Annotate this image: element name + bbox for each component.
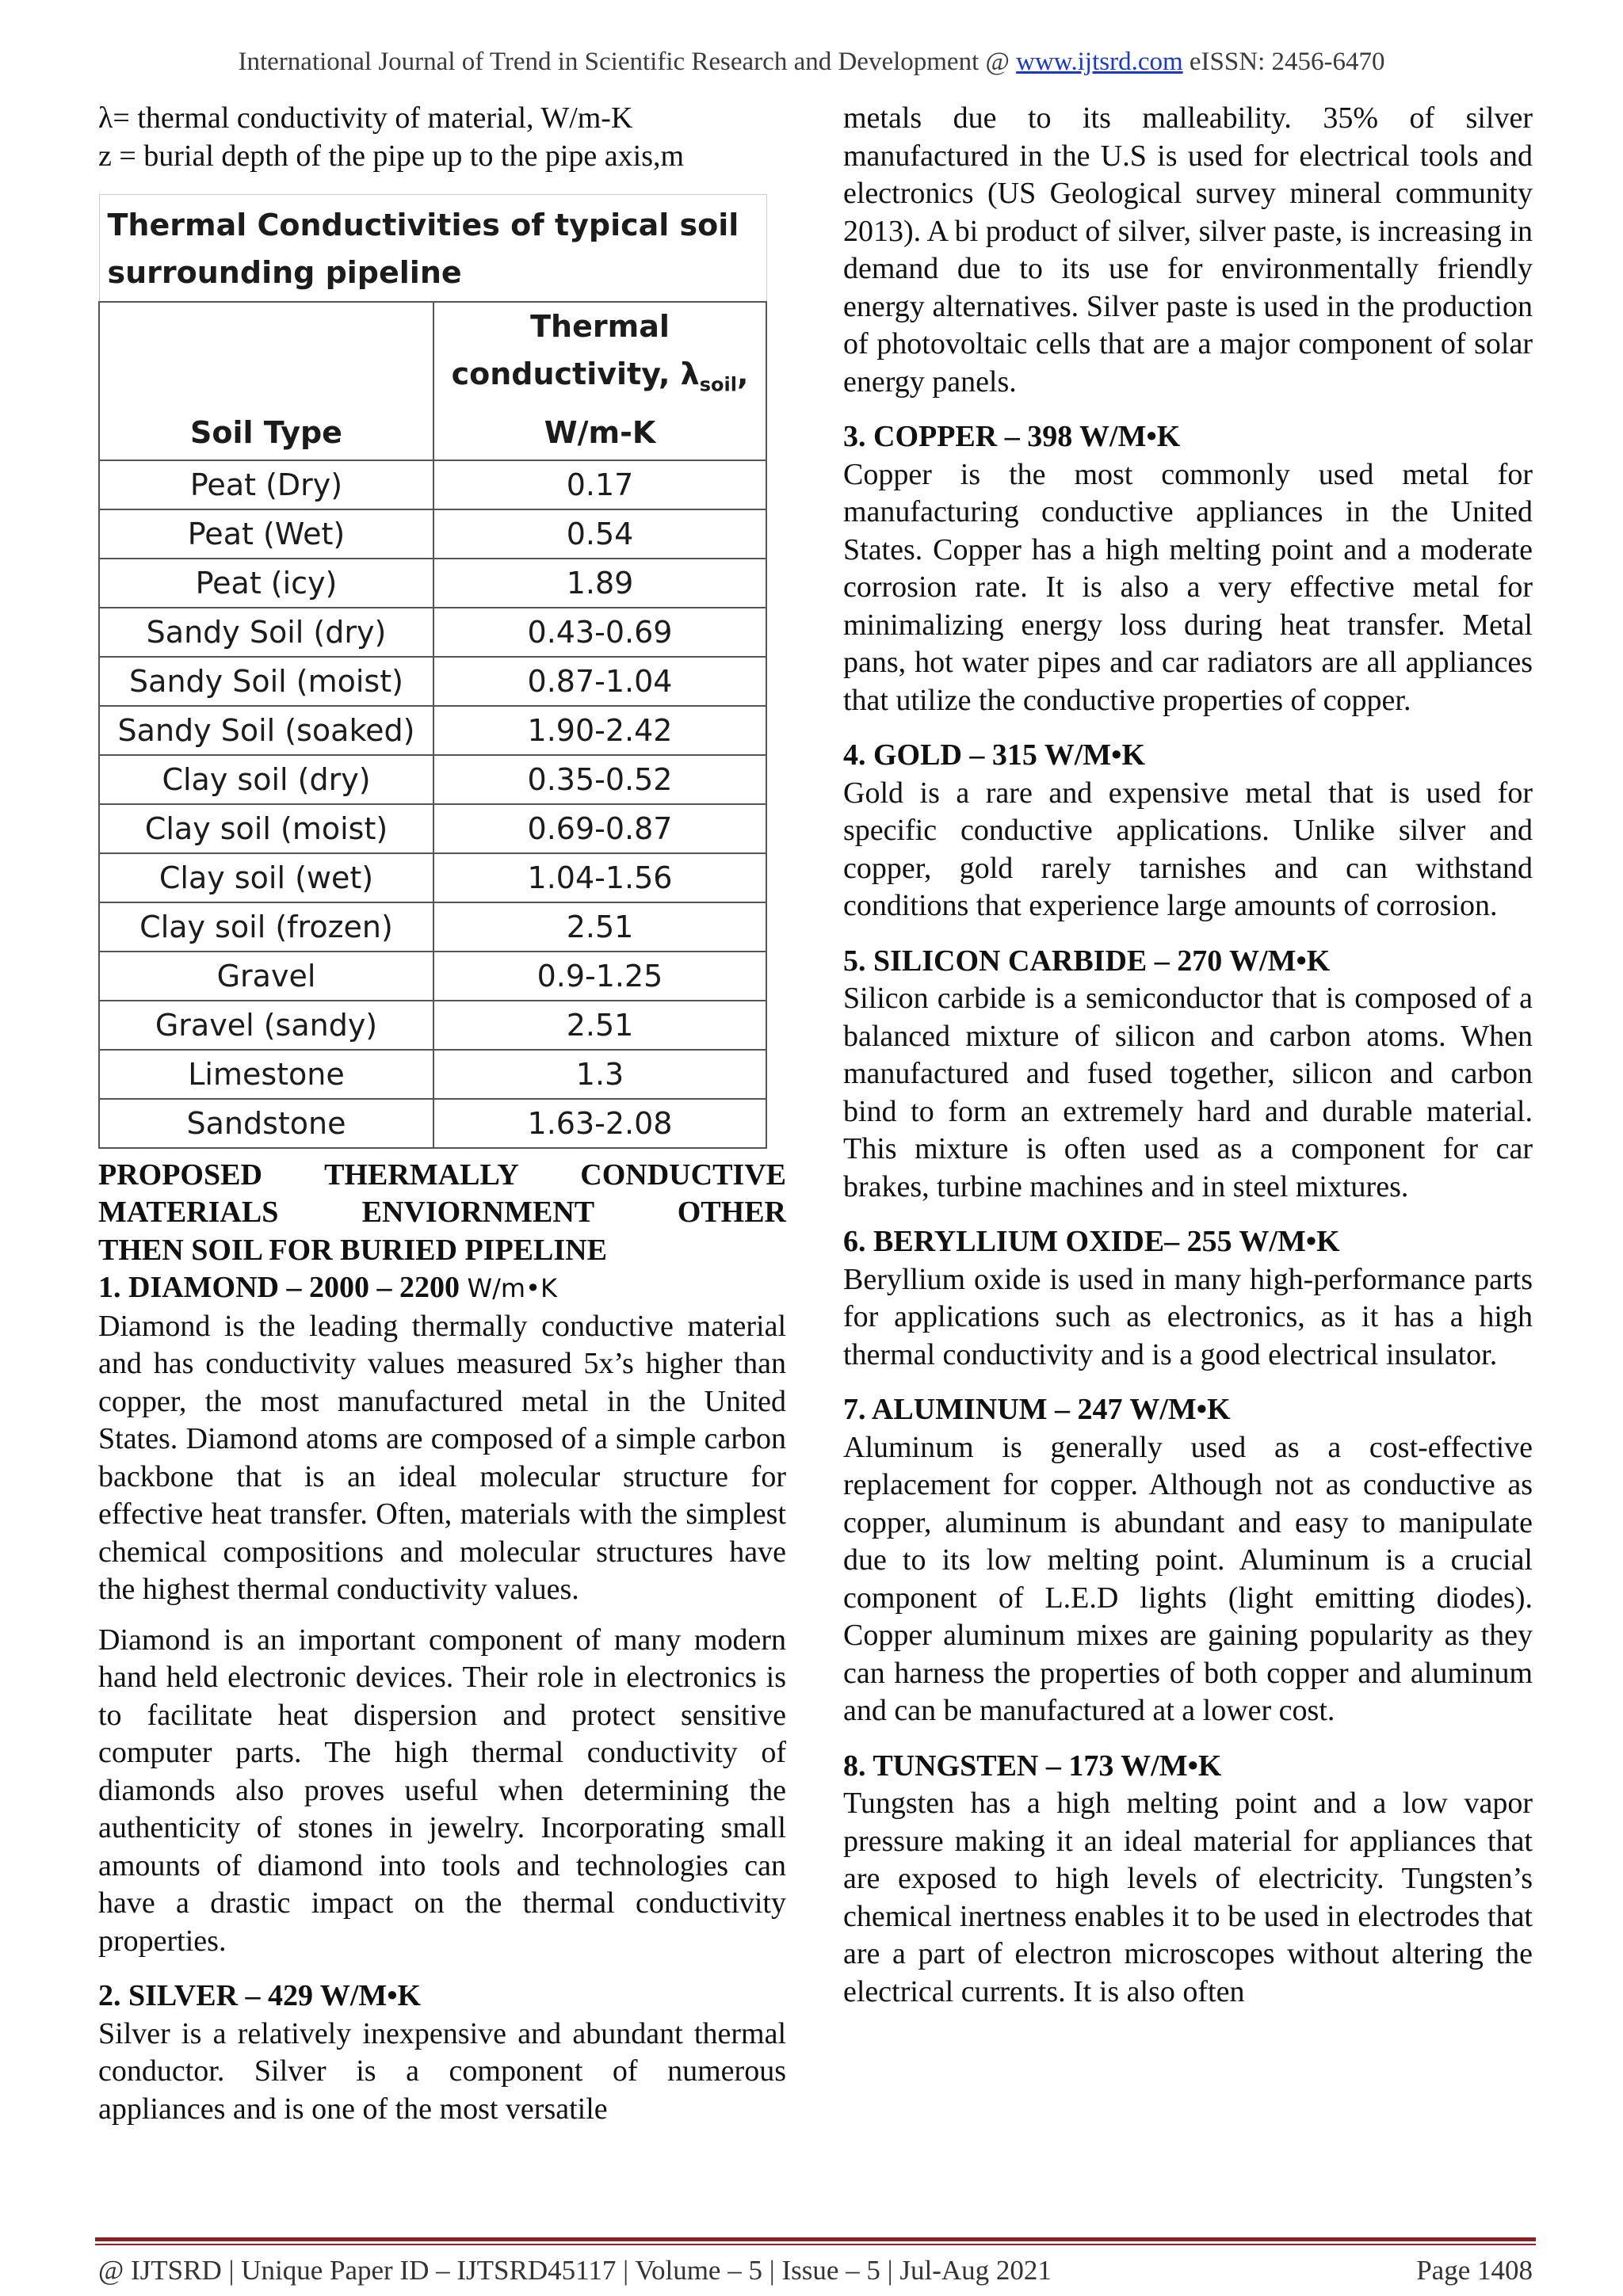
soil-conductivity-table	[98, 194, 767, 1149]
conductivity-cell: 2.51	[433, 902, 766, 952]
table-row	[99, 1099, 766, 1148]
section-3-title: 3. COPPER – 398 W/M•K	[843, 420, 1181, 453]
soil-type-cell: Peat (Dry)	[99, 460, 433, 509]
section-2-paragraph: Silver is a relatively inexpensive and abundant thermal conductor. Silver is a component of numerous appliances and is one of the most versatile	[98, 2016, 786, 2126]
soil-type-cell: Gravel (sandy)	[99, 1001, 433, 1050]
soil-type-cell: Sandy Soil (moist)	[99, 657, 433, 706]
soil-type-cell: Peat (icy)	[99, 559, 433, 608]
conductivity-cell: 0.43-0.69	[433, 608, 766, 657]
section-3-paragraph: Copper is the most commonly used metal for manufacturing conductive appliances in the United States. Copper has a high melting point and a moderate corrosion rate. It is also a very effective metal for minimalizing energy loss during heat transfer. Metal pans, hot water pipes and car radiators are all appliances that utilize the conductive properties of copper.	[843, 457, 1533, 717]
conductivity-cell: 0.87-1.04	[433, 657, 766, 706]
soil-type-cell: Sandstone	[99, 1099, 433, 1148]
table-row	[99, 559, 766, 608]
journal-issn: eISSN: 2456-6470	[1189, 48, 1385, 76]
table-body	[99, 460, 766, 1148]
table-row	[99, 460, 766, 509]
section-1-paragraph-1: Diamond is the leading thermally conductive material and has conductivity values measured 5x’s higher than copper, the most manufactured metal in the United States. Diamond atoms are composed of a simple carbon backbone that is an ideal molecular structure for effective heat transfer. Often, materials with the simplest chemical compositions and molecular structures have the highest thermal conductivity values.	[98, 1309, 786, 1607]
section-6-paragraph: Beryllium oxide is used in many high-performance parts for applications such as electronics, as it has a high thermal conductivity and is a good electrical insulator.	[843, 1262, 1533, 1371]
right-column	[843, 100, 1533, 2011]
section-5-paragraph: Silicon carbide is a semiconductor that is composed of a balanced mixture of silicon and carbon atoms. When manufactured and fused together, silicon and carbon bind to form an extremely hard and durable material. This mixture is often used as a component for car brakes, turbine machines and in steel mixtures.	[843, 982, 1533, 1203]
table-row	[99, 657, 766, 706]
left-column	[98, 100, 786, 2128]
conductivity-cell: 0.17	[433, 460, 766, 509]
table-row	[99, 608, 766, 657]
section-7-paragraph: Aluminum is generally used as a cost-effective replacement for copper. Although not as conductive as copper, aluminum is abundant and easy to manipulate due to its low melting point. Aluminum is a crucial component of L.E.D lights (light emitting diodes). Copper aluminum mixes are gaining popularity as they can harness the properties of both copper and aluminum and can be manufactured at a lower cost.	[843, 1430, 1533, 1727]
section-1-paragraph-2: Diamond is an important component of many modern hand held electronic devices. Their role in electronics is to facilitate heat dispersion and protect sensitive computer parts. The high thermal conductivity of diamonds also proves useful when determining the authenticity of stones in jewelry. Incorporating small amounts of diamond into tools and technologies can have a drastic impact on the thermal conductivity properties.	[98, 1623, 786, 1958]
conductivity-cell: 2.51	[433, 1001, 766, 1050]
table-row	[99, 804, 766, 853]
running-footer	[98, 2255, 1533, 2286]
table-row	[99, 1050, 766, 1099]
conductivity-cell: 1.63-2.08	[433, 1099, 766, 1148]
section-2-title: 2. SILVER – 429 W/M•K	[98, 1979, 422, 2013]
conductivity-cell: 1.04-1.56	[433, 853, 766, 902]
proposed-heading: PROPOSED THERMALLY CONDUCTIVE MATERIALS ENVIORNMENT OTHER THEN SOIL FOR BURIED PIPELINE	[98, 1158, 786, 1267]
col-header-conductivity: Thermal conductivity, $\lambda_{soil}$, W/m-K	[433, 302, 766, 460]
footer-rule-thin	[95, 2244, 1536, 2245]
table-row	[99, 706, 766, 755]
variable-lambda: λ= thermal conductivity of material, W/m-K	[98, 101, 633, 135]
table-row	[99, 1001, 766, 1050]
table-row	[99, 853, 766, 902]
conductivity-cell: 1.90-2.42	[433, 706, 766, 755]
soil-type-cell: Gravel	[99, 952, 433, 1001]
soil-type-cell: Clay soil (wet)	[99, 853, 433, 902]
section-8-paragraph: Tungsten has a high melting point and a low vapor pressure making it an ideal material for appliances that are exposed to high levels of electricity. Tungsten’s chemical inertness enables it to be used in electrodes that are a part of electron microscopes without altering the electrical currents. It is also often	[843, 1787, 1533, 2008]
conductivity-cell: 1.89	[433, 559, 766, 608]
table-row	[99, 509, 766, 559]
journal-url-link[interactable]: www.ijtsrd.com	[1016, 48, 1183, 76]
footer-rule	[95, 2237, 1536, 2241]
soil-type-cell: Clay soil (frozen)	[99, 902, 433, 952]
soil-type-cell: Peat (Wet)	[99, 509, 433, 559]
table-row	[99, 902, 766, 952]
running-header	[0, 48, 1623, 77]
table-title: Thermal Conductivities of typical soil surrounding pipeline	[99, 195, 766, 303]
section-1-title: 1. DIAMOND – 2000 – 2200 W/m•K	[98, 1271, 557, 1305]
conductivity-cell: 0.69-0.87	[433, 804, 766, 853]
footer-citation: @ IJTSRD | Unique Paper ID – IJTSRD45117 | Volume – 5 | Issue – 5 | Jul-Aug 2021	[98, 2255, 1052, 2286]
section-6-title: 6. BERYLLIUM OXIDE– 255 W/M•K	[843, 1225, 1340, 1258]
conductivity-cell: 0.35-0.52	[433, 755, 766, 804]
section-4-title: 4. GOLD – 315 W/M•K	[843, 738, 1146, 772]
section-2-continued: metals due to its malleability. 35% of silver manufactured in the U.S is used for electrical tools and electronics (US Geological survey mineral community 2013). A bi product of silver, silver paste, is increasing in demand due to its use for environmentally friendly energy alternatives. Silver paste is used in the production of photovoltaic cells that are a major component of solar energy panels.	[843, 101, 1533, 399]
table-row	[99, 952, 766, 1001]
soil-type-cell: Sandy Soil (dry)	[99, 608, 433, 657]
soil-type-cell: Sandy Soil (soaked)	[99, 706, 433, 755]
section-7-title: 7. ALUMINUM – 247 W/M•K	[843, 1393, 1231, 1426]
table-row	[99, 755, 766, 804]
section-5-title: 5. SILICON CARBIDE – 270 W/M•K	[843, 944, 1331, 978]
soil-type-cell: Clay soil (moist)	[99, 804, 433, 853]
page-number: Page 1408	[1416, 2255, 1533, 2286]
conductivity-cell: 0.54	[433, 509, 766, 559]
section-4-paragraph: Gold is a rare and expensive metal that is used for specific conductive applications. Unlike silver and copper, gold rarely tarnishes and can withstand conditions that experience large amounts of corrosion.	[843, 776, 1533, 922]
section-8-title: 8. TUNGSTEN – 173 W/M•K	[843, 1749, 1222, 1783]
soil-type-cell: Limestone	[99, 1050, 433, 1099]
variable-z: z = burial depth of the pipe up to the pipe axis,m	[98, 139, 685, 173]
col-header-soil-type: Soil Type	[99, 302, 433, 460]
journal-name: International Journal of Trend in Scientific Research and Development @	[238, 48, 1010, 76]
conductivity-cell: 1.3	[433, 1050, 766, 1099]
soil-type-cell: Clay soil (dry)	[99, 755, 433, 804]
conductivity-cell: 0.9-1.25	[433, 952, 766, 1001]
